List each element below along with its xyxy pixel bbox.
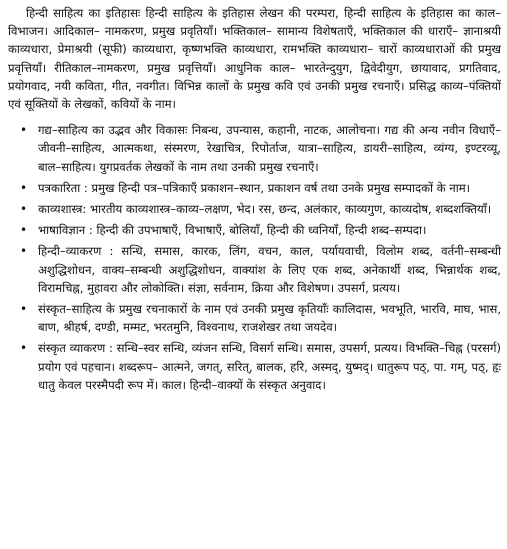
topic-text: पत्रकारिता : प्रमुख हिन्दी पत्र–पत्रिकाएँ प्रकाशन–स्थान, प्रकाशन वर्ष तथा उनके प्रमुख सम्पादकों के नाम। xyxy=(38,180,471,195)
topic-text: भाषाविज्ञान : हिन्दी की उपभाषाएँ, विभाषाएँ, बोलियाँ, हिन्दी की ध्वनियाँ, हिन्दी शब्द–सम्पदा। xyxy=(38,223,427,238)
topic-text: हिन्दी–व्याकरण : सन्धि, समास, कारक, लिंग, वचन, काल, पर्यायवाची, विलोम शब्द, वर्तनी–सम्बन्धी अशुद्धिशोधन, वाक्य–सम्बन्धी अशुद्धिशोधन, वाक्यांश के लिए एक शब्द, अनेकार्थी शब्द, भिन्नार्थक शब्द, विरामचिह्न, मुहावरा और लोकोक्ति। संज्ञा, सर्वनाम, क्रिया और विशेषण। उपसर्ग, प्रत्यय। xyxy=(38,244,501,295)
bullet-icon: • xyxy=(20,302,28,317)
topic-item-sanskrit-sahitya xyxy=(8,300,501,336)
bullet-icon: • xyxy=(20,180,28,195)
topic-item-gadya xyxy=(8,121,501,176)
topic-text: गद्य–साहित्य का उद्भव और विकासः निबन्ध, उपन्यास, कहानी, नाटक, आलोचना। गद्य की अन्य नवीन विधाएँ–जीवनी–साहित्य, आत्मकथा, संस्मरण, रेखाचित्र, रिपोर्ताज, यात्रा–साहित्य, डायरी–साहित्य, व्यंग्य, इण्टरव्यू, बाल–साहित्य। युगप्रवर्तक लेखकों के नाम तथा उनकी प्रमुख रचनाएँ। xyxy=(38,123,501,174)
bullet-icon: • xyxy=(20,341,28,356)
topic-text: काव्यशास्त्र: भारतीय काव्यशास्त्र–काव्य–लक्षण, भेद। रस, छन्द, अलंकार, काव्यगुण, काव्यदोष, शब्दशक्तियाँ। xyxy=(38,202,492,217)
topic-text: संस्कृत व्याकरण : सन्धि–स्वर सन्धि, व्यंजन सन्धि, विसर्ग सन्धि। समास, उपसर्ग, प्रत्यय। विभक्ति–चिह्न (परसर्ग) प्रयोग एवं पहचान। शब्दरूप– आत्मने, जगत्, सरित्, बालक, हरि, अस्मद्, युष्मद्। धातुरूप पठ्, पा. गम्, पठ्, हृः धातु केवल परस्मैपदी रूप में। काल। हिन्दी–वाक्यों के संस्कृत अनुवाद। xyxy=(38,341,501,392)
intro-paragraph: हिन्दी साहित्य का इतिहासः हिन्दी साहित्य के इतिहास लेखन की परम्परा, हिन्दी साहित्य के इतिहास का काल–विभाजन। आदिकाल– नामकरण, प्रमुख प्रवृतियाँ। भक्तिकाल– सामान्य विशेषताएँ, भक्तिकाल की धाराएँ– ज्ञानाश्रयी काव्यधारा, प्रेमाश्रयी (सूफी) काव्यधारा, कृष्णभक्ति काव्यधारा, रामभक्ति काव्यधारा– चारों काव्यधाराओं की प्रमुख प्रवृत्तियाँ। रीतिकाल–नामकरण, प्रमुख प्रवृत्तियाँ। आधुनिक काल– भारतेन्दुयुग, द्विवेदीयुग, छायावाद, प्रगतिवाद, प्रयोगवाद, नयी कविता, गीत, नवगीत। विभिन्न कालों के प्रमुख कवि एवं उनकी प्रमुख रचनाएँ। प्रसिद्ध काव्य–पंक्तियों एवं सूक्तियों के लेखकों, कवियों के नाम। xyxy=(8,6,501,112)
bullet-icon: • xyxy=(20,202,28,217)
bullet-icon: • xyxy=(20,223,28,238)
topic-text: संस्कृत–साहित्य के प्रमुख रचनाकारों के नाम एवं उनकी प्रमुख कृतियाँः कालिदास, भवभूति, भारवि, माघ, भास, बाण, श्रीहर्ष, दण्डी, मम्मट, भरतमुनि, विश्वनाथ, राजशेखर तथा जयदेव। xyxy=(38,302,501,335)
topic-item-bhashavigyan xyxy=(8,221,501,239)
topic-item-hindi-vyakaran xyxy=(8,242,501,297)
bullet-icon: • xyxy=(20,123,28,138)
topic-item-kavyashastra xyxy=(8,200,501,218)
topic-item-sanskrit-vyakaran xyxy=(8,339,501,394)
bullet-icon: • xyxy=(20,244,28,259)
topic-item-patrakarita xyxy=(8,179,501,197)
topic-list xyxy=(8,121,501,394)
